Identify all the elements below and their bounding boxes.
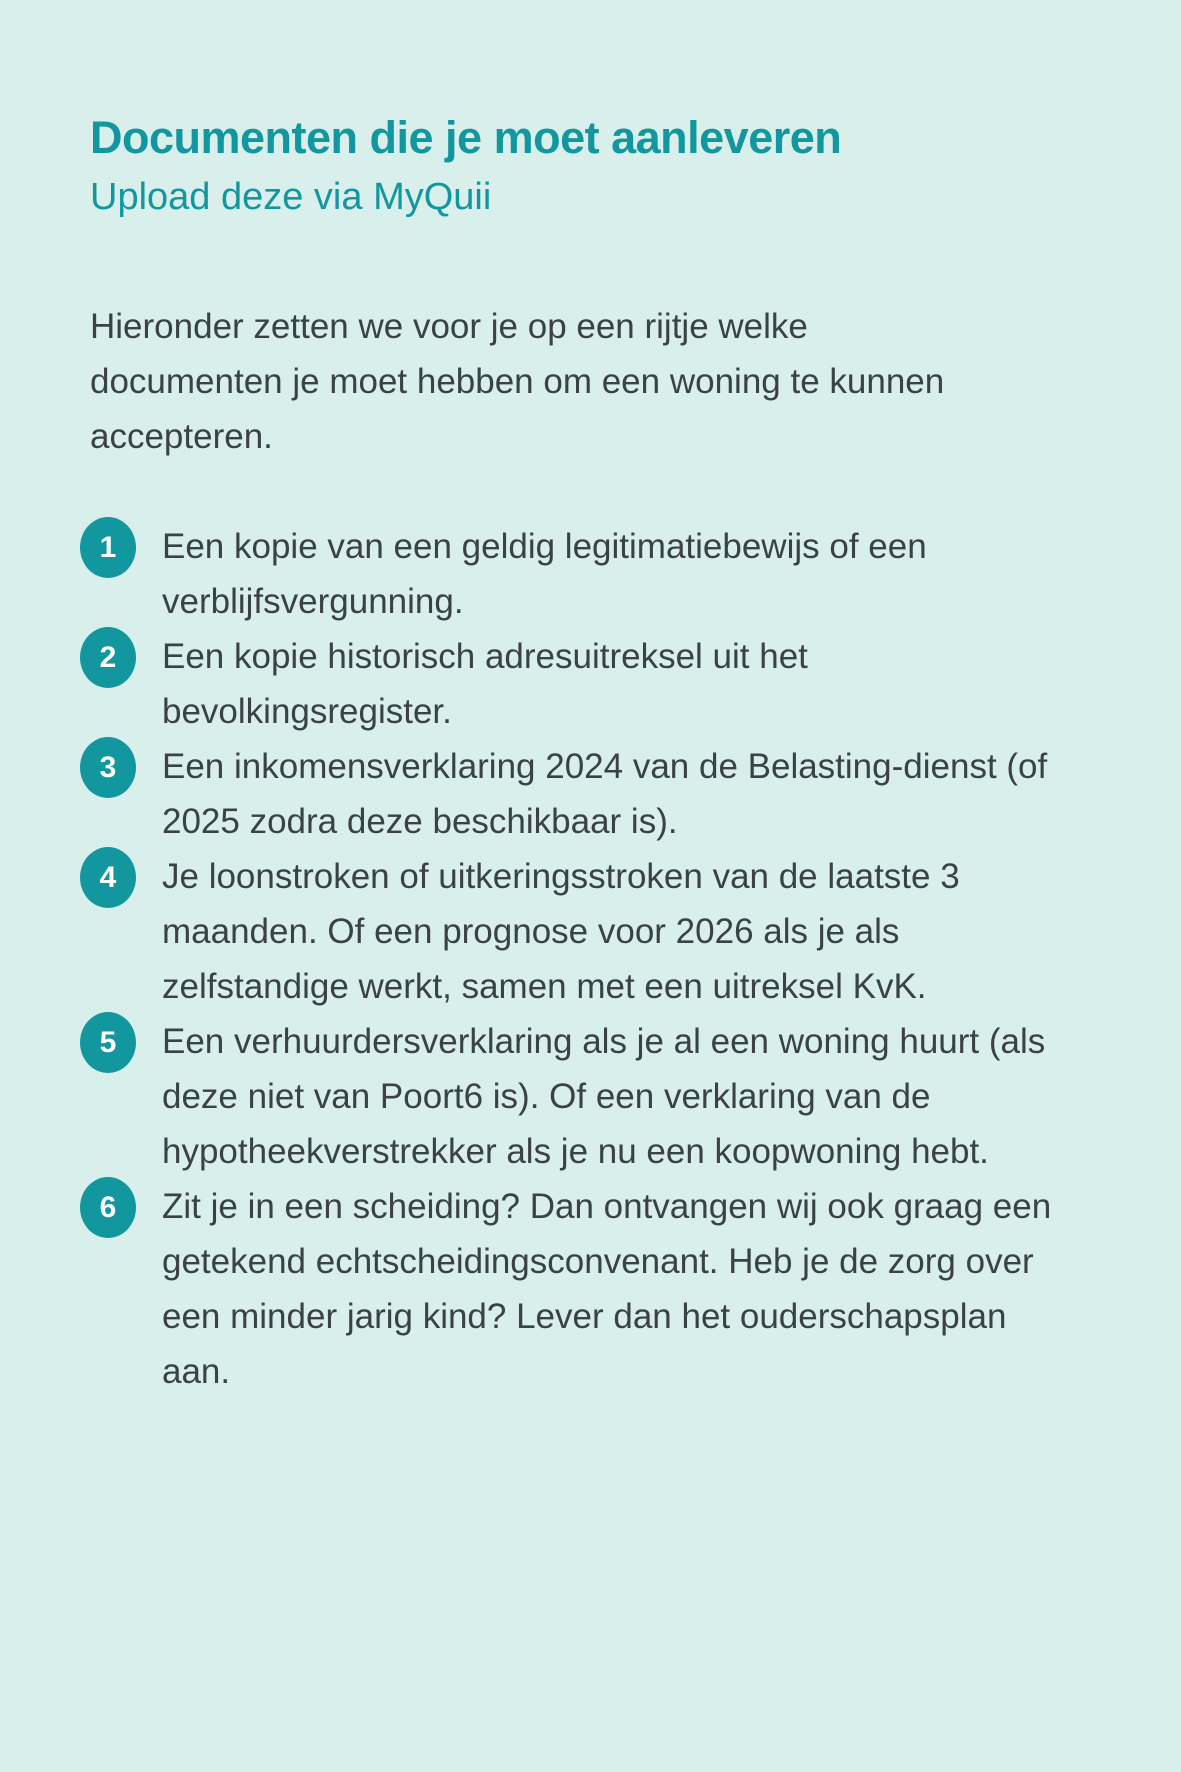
item-number-badge: 5	[80, 1012, 136, 1073]
list-item	[80, 1014, 1095, 1179]
list-item	[80, 739, 1095, 849]
page-title: Documenten die je moet aanleveren	[90, 112, 842, 163]
item-text: Zit je in een scheiding? Dan ontvangen wij ook graag een getekend echtscheidingsconvenant. Heb je de zorg over een minder jarig kind? Lever dan het ouderschapsplan aan.	[162, 1187, 1052, 1391]
list-item	[80, 1179, 1095, 1399]
document-list	[80, 519, 1095, 1399]
item-number-badge: 6	[80, 1177, 136, 1238]
list-item	[80, 849, 1095, 1014]
item-text: Een kopie van een geldig legitimatiebewijs of een verblijfsvergunning.	[162, 527, 927, 621]
page-header	[90, 112, 1095, 219]
item-text: Een inkomensverklaring 2024 van de Belasting-dienst (of 2025 zodra deze beschikbaar is).	[162, 747, 1048, 841]
list-item	[80, 519, 1095, 629]
item-number-badge: 2	[80, 627, 136, 688]
page-subtitle: Upload deze via MyQuii	[90, 176, 492, 218]
item-text: Een kopie historisch adresuitreksel uit het bevolkingsregister.	[162, 637, 808, 731]
item-text: Je loonstroken of uitkeringsstroken van de laatste 3 maanden. Of een prognose voor 2026 als je als zelfstandige werkt, samen met een uitreksel KvK.	[162, 857, 960, 1006]
intro-text: Hieronder zetten we voor je op een rijtje welke documenten je moet hebben om een woning te kunnen accepteren.	[90, 307, 945, 456]
list-item	[80, 629, 1095, 739]
item-number-badge: 4	[80, 847, 136, 908]
item-text: Een verhuurdersverklaring als je al een woning huurt (als deze niet van Poort6 is). Of een verklaring van de hypotheekverstrekker als je nu een koopwoning hebt.	[162, 1022, 1046, 1171]
item-number-badge: 1	[80, 517, 136, 578]
item-number-badge: 3	[80, 737, 136, 798]
